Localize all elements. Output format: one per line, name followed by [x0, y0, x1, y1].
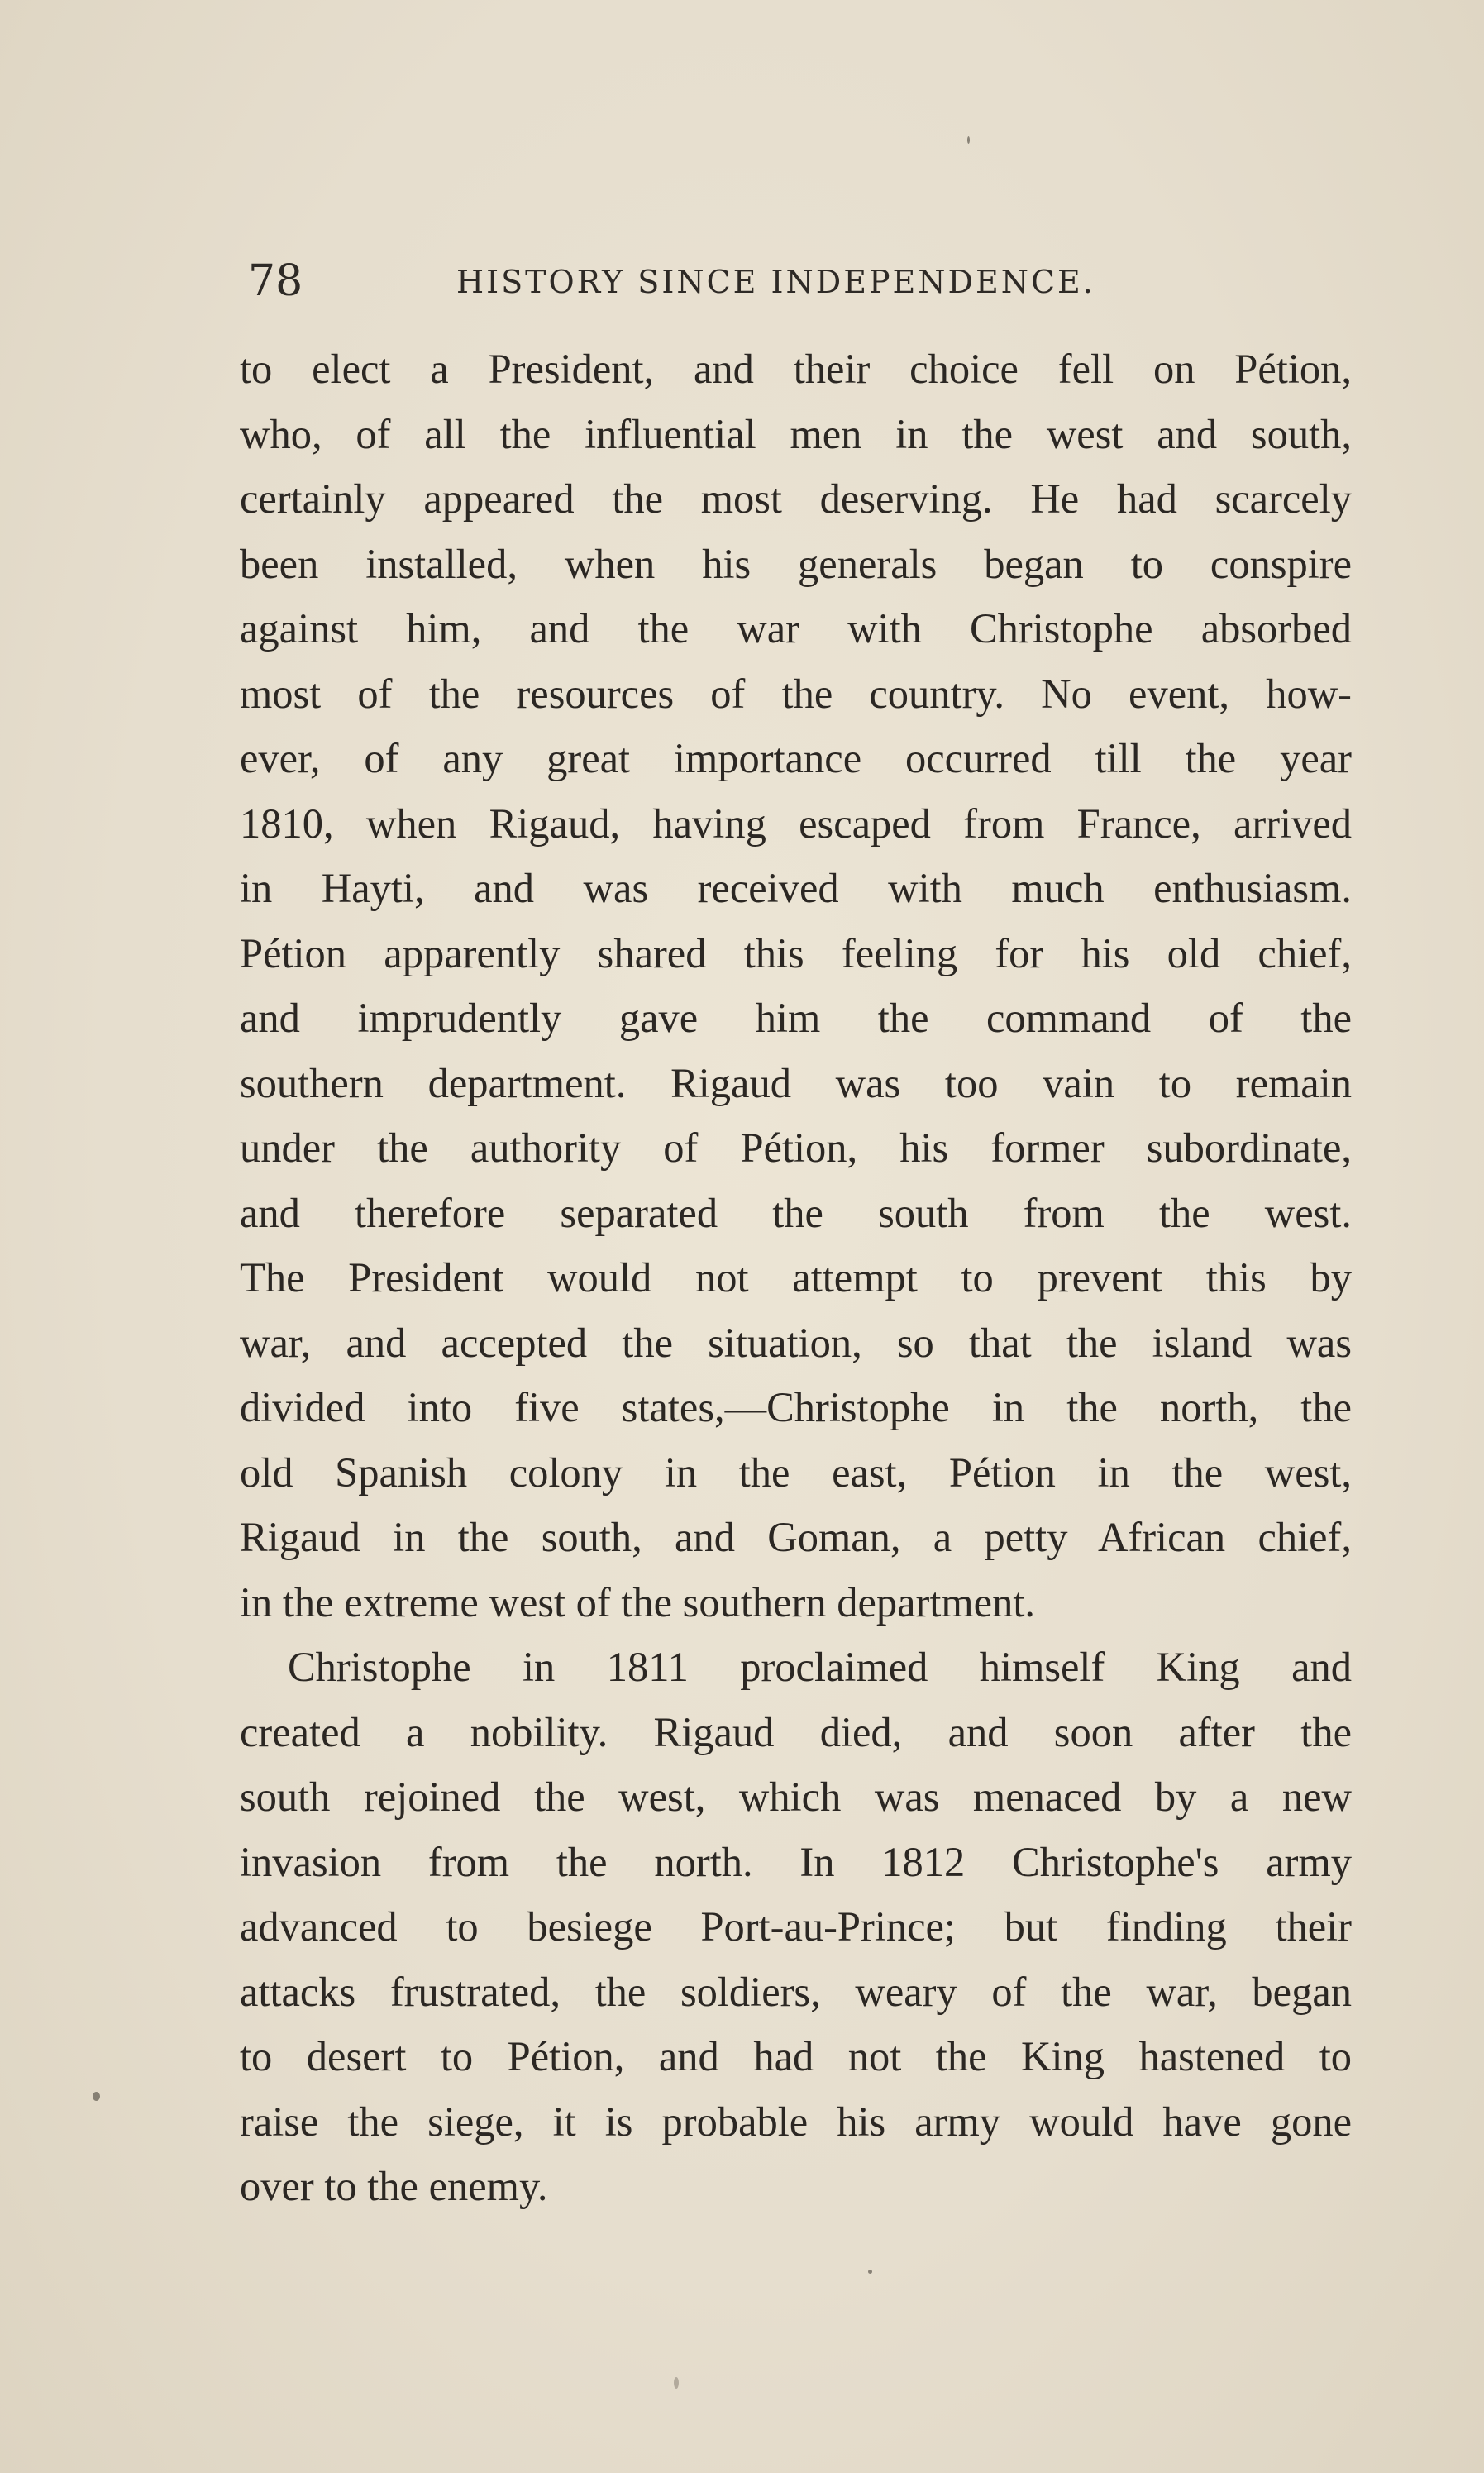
text-line: Pétion apparently shared this feeling for his old chief, — [240, 929, 1352, 976]
paper-speck — [967, 136, 970, 144]
text-line: war, and accepted the situation, so that the island was — [240, 1319, 1352, 1366]
body-text — [240, 337, 1352, 2219]
text-line: southern department. Rigaud was too vain to remain — [240, 1059, 1352, 1106]
text-line: to desert to Pétion, and had not the King hastened to — [240, 2033, 1352, 2079]
text-line: south rejoined the west, which was menaced by a new — [240, 1774, 1352, 1820]
text-line: old Spanish colony in the east, Pétion in the west, — [240, 1449, 1352, 1496]
text-line: under the authority of Pétion, his former subordinate, — [240, 1124, 1352, 1171]
text-line: in the extreme west of the southern department. — [240, 1578, 1035, 1626]
paper-speck — [93, 2092, 100, 2101]
paper-speck — [674, 2377, 679, 2389]
text-line: to elect a President, and their choice fell on Pétion, — [240, 346, 1352, 392]
text-line: ever, of any great importance occurred till the year — [240, 735, 1352, 781]
paper-speck — [868, 2270, 872, 2274]
page-number: 78 — [248, 256, 303, 306]
text-line: Christophe in 1811 proclaimed himself King and — [288, 1644, 1352, 1690]
text-line: The President would not attempt to prevent this by — [240, 1254, 1352, 1301]
text-line: advanced to besiege Port-au-Prince; but finding their — [240, 1903, 1352, 1950]
text-line: raise the siege, it is probable his army would have gone — [240, 2098, 1352, 2145]
text-line: been installed, when his generals began to conspire — [240, 540, 1352, 587]
text-line: invasion from the north. In 1812 Christophe's army — [240, 1838, 1352, 1885]
text-line: most of the resources of the country. No event, how- — [240, 670, 1352, 717]
running-head — [248, 256, 1352, 306]
text-line: attacks frustrated, the soldiers, weary of the war, began — [240, 1968, 1352, 2015]
text-line: who, of all the influential men in the west and south, — [240, 410, 1352, 457]
text-line: certainly appeared the most deserving. He had scarcely — [240, 475, 1352, 522]
text-line: Rigaud in the south, and Goman, a petty African chief, — [240, 1514, 1352, 1560]
text-line: and therefore separated the south from the west. — [240, 1189, 1352, 1236]
text-line: and imprudently gave him the command of the — [240, 995, 1352, 1041]
text-line: over to the enemy. — [240, 2163, 548, 2209]
text-line: against him, and the war with Christophe absorbed — [240, 605, 1352, 652]
running-title: HISTORY SINCE INDEPENDENCE. — [456, 264, 1095, 300]
text-line: in Hayti, and was received with much enthusiasm. — [240, 865, 1352, 911]
text-line: created a nobility. Rigaud died, and soon after the — [240, 1708, 1352, 1755]
text-line: divided into five states,—Christophe in the north, the — [240, 1384, 1352, 1430]
text-line: 1810, when Rigaud, having escaped from France, arrived — [240, 800, 1352, 847]
